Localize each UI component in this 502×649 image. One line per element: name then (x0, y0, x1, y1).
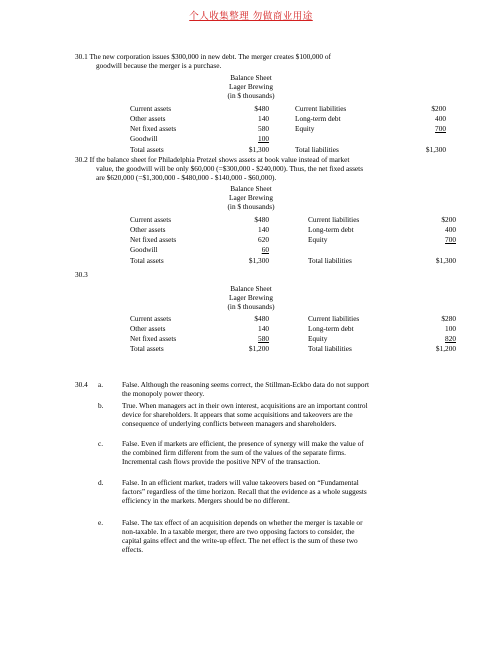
t3-label: Total assets (130, 344, 164, 353)
t1-value: $1,300 (248, 145, 269, 154)
t2-label: Equity (308, 235, 328, 244)
answer-letter: a. (98, 380, 104, 389)
problem-30-2-line-3: are $620,000 (=$1,300,000 - $480,000 - $140,000 - $60,000). (96, 173, 277, 182)
t3-value: 580 (258, 334, 269, 343)
t2-label: Total assets (130, 256, 164, 265)
answer-line: False. Although the reasoning seems correct, the Stillman-Eckbo data do not support (122, 380, 370, 389)
answer-letter: d. (98, 478, 104, 487)
t2-value: 60 (261, 245, 269, 254)
t2-value: 620 (258, 235, 269, 244)
t2-label: Long-term debt (308, 225, 354, 234)
t2-value: 400 (445, 225, 456, 234)
answer-line: False. The tax effect of an acquisition depends on whether the merger is taxable or (122, 518, 363, 527)
t2-value: $200 (441, 215, 456, 224)
t2-label: Goodwill (130, 245, 158, 254)
answer-line: the combined firm different from the sum of the values of the separate firms. (122, 448, 346, 457)
table3-units: (in $ thousands) (227, 302, 275, 311)
page-header: 个人收集整理 勿做商业用途 (189, 11, 313, 22)
table1-title: Balance Sheet (230, 73, 272, 82)
answer-line: non-taxable. In a taxable merger, there are two opposing factors to consider, the (122, 527, 355, 536)
t2-value: $1,300 (248, 256, 269, 265)
t3-value: 820 (445, 334, 456, 343)
answer-line: False. Even if markets are efficient, the presence of synergy will make the value of (122, 439, 364, 448)
t1-label: Equity (295, 124, 315, 133)
table3-title: Balance Sheet (230, 284, 272, 293)
answer-line: the monopoly power theory. (122, 389, 205, 398)
problem-30-2-line-2: value, the goodwill will be only $60,000 (=$300,000 - $240,000). Thus, the net fixed assets (96, 164, 364, 173)
table1-units: (in $ thousands) (227, 91, 275, 100)
table2-subtitle: Lager Brewing (229, 193, 273, 202)
t1-value: $200 (431, 104, 446, 113)
problem-30-1-line-1: 30.1 The new corporation issues $300,000 in new debt. The merger creates $100,000 of (75, 52, 331, 61)
t1-value: 580 (258, 124, 269, 133)
answer-letter: b. (98, 401, 104, 410)
answer-line: efficiency in the markets. Mergers should be no different. (122, 496, 290, 505)
t3-value: 140 (258, 324, 269, 333)
table2-title: Balance Sheet (230, 184, 272, 193)
t1-label: Net fixed assets (130, 124, 177, 133)
answer-letter: e. (98, 518, 104, 527)
t1-label: Goodwill (130, 134, 158, 143)
t3-label: Current liabilities (308, 314, 360, 323)
table1-subtitle: Lager Brewing (229, 82, 273, 91)
answer-line: device for shareholders. It appears that some acquisitions and takeovers are the (122, 410, 353, 419)
t3-label: Equity (308, 334, 328, 343)
t3-label: Total liabilities (308, 344, 352, 353)
t2-label: Current liabilities (308, 215, 360, 224)
t1-label: Long-term debt (295, 114, 341, 123)
t3-value: $480 (254, 314, 269, 323)
answer-line: True. When managers act in their own interest, acquisitions are an important control (122, 401, 368, 410)
t2-label: Other assets (130, 225, 166, 234)
problem-30-1-line-2: goodwill because the merger is a purchase. (96, 61, 222, 70)
t3-value: $1,200 (248, 344, 269, 353)
t2-value: $480 (254, 215, 269, 224)
t3-value: $280 (441, 314, 456, 323)
t3-value: $1,200 (435, 344, 456, 353)
t1-label: Total assets (130, 145, 164, 154)
t3-value: 100 (445, 324, 456, 333)
t1-value: $480 (254, 104, 269, 113)
problem-30-3-label: 30.3 (75, 270, 88, 279)
answer-line: factors” regardless of the time horizon. Recall that the evidence as a whole suggests (122, 487, 367, 496)
t3-label: Current assets (130, 314, 172, 323)
answer-line: capital gains effect and the write-up effect. The net effect is the sum of these two (122, 536, 358, 545)
answer-line: consequence of underlying conflicts between managers and shareholders. (122, 419, 337, 428)
t2-label: Total liabilities (308, 256, 352, 265)
t3-label: Other assets (130, 324, 166, 333)
t3-label: Net fixed assets (130, 334, 177, 343)
t1-value: $1,300 (425, 145, 446, 154)
t1-value: 700 (435, 124, 446, 133)
table3-subtitle: Lager Brewing (229, 293, 273, 302)
answer-line: Incremental cash flows provide the positive NPV of the transaction. (122, 457, 321, 466)
problem-30-4-label: 30.4 (75, 380, 88, 389)
answer-line: effects. (122, 545, 144, 554)
t2-label: Current assets (130, 215, 172, 224)
problem-30-2-line-1: 30.2 If the balance sheet for Philadelphia Pretzel shows assets at book value instead of market (75, 155, 350, 164)
t1-label: Total liabilities (295, 145, 339, 154)
t1-value: 140 (258, 114, 269, 123)
answer-line: False. In an efficient market, traders will value takeovers based on “Fundamental (122, 478, 359, 487)
t2-value: $1,300 (435, 256, 456, 265)
t1-value: 100 (258, 134, 269, 143)
table2-units: (in $ thousands) (227, 202, 275, 211)
answer-letter: c. (98, 439, 104, 448)
t2-value: 700 (445, 235, 456, 244)
t2-label: Net fixed assets (130, 235, 177, 244)
t1-label: Current assets (130, 104, 172, 113)
t1-label: Current liabilities (295, 104, 347, 113)
t1-value: 400 (435, 114, 446, 123)
t3-label: Long-term debt (308, 324, 354, 333)
t2-value: 140 (258, 225, 269, 234)
t1-label: Other assets (130, 114, 166, 123)
